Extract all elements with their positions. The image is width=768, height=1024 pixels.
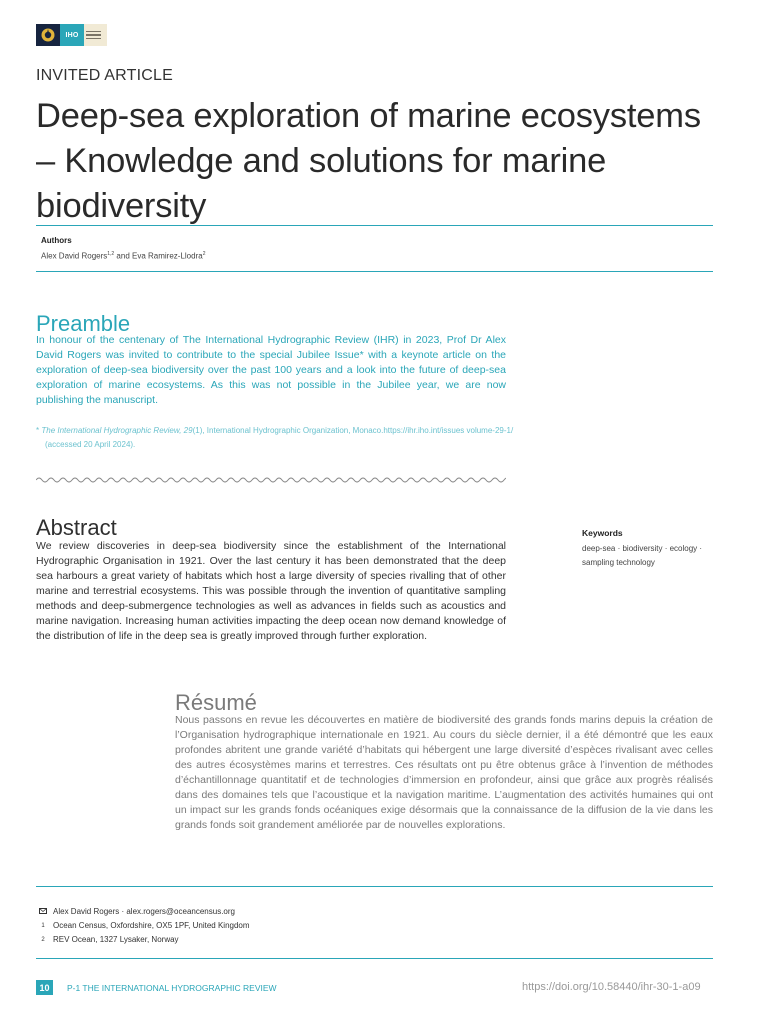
author-name: Alex David Rogers (41, 251, 108, 261)
authors-line (41, 251, 205, 261)
authors-divider (36, 271, 713, 272)
correspondence-divider (36, 886, 713, 887)
resume-text: Nous passons en revue les découvertes en matière de biodiversité des grands fonds marins depuis la création de l’Organisation hydrographique internationale en 1921. Au cours du siècle dernier, il a été démontré que les eaux profondes abritent une grande variété d’habitats qui hébergent une large diversité d’espèces rivalisant avec celles des autres écosystèmes marins et terrestres. Ces résultats ont pu être obtenus grâce à l’invention de méthodes d’échantillonnage quantitatif et de technologies d’immersion en profondeur, ainsi que grâce aux progrès réalisés dans des domaines tels que l’acoustique et la navigation maritime. L’augmentation des activités humaines qui ont un impact sur les grands fonds océaniques exige désormais que la connaissance de la diffusion de la vie dans les grands fonds soit grandement améliorée par de nouvelles explorations. (175, 714, 713, 831)
title-divider (36, 225, 713, 226)
logo-wordmark (84, 24, 107, 46)
footnote-journal: The International Hydrographic Review, (41, 426, 182, 435)
author-name: Eva Ramirez-Llodra (132, 251, 203, 261)
doi-link[interactable]: https://doi.org/10.58440/ihr-30-1-a09 (522, 981, 701, 993)
envelope-icon (39, 908, 47, 916)
journal-running-title: P-1 THE INTERNATIONAL HYDROGRAPHIC REVIEW (67, 983, 277, 993)
iho-emblem-icon (36, 24, 60, 46)
affiliation-mark: 1 (41, 922, 45, 929)
affiliation-mark: 2 (41, 936, 45, 943)
affiliation-2 (39, 935, 179, 944)
contact-line: Alex David Rogers · alex.rogers@oceancensus.org (53, 907, 235, 916)
affiliation-text: REV Ocean, 1327 Lysaker, Norway (53, 935, 179, 944)
affiliation-1 (39, 921, 250, 930)
abstract-text: We review discoveries in deep-sea biodiversity since the establishment of the International Hydrographic Organisation in 1921. Over the last century it has been demonstrated that the deep sea harbours a great variety of habitats which host a large diversity of species rivalling that of other marine and terrestrial ecosystems. This was possible through the invention of quantitative sampling methods and deep-submergence technologies as well as advances in fields such as acoustics and marine navigation. Increasing human activities impacting the deep ocean now demand knowledge of the distribution of life in the deep sea is greatly improved through further exploration. (36, 540, 506, 642)
keywords-heading: Keywords (582, 528, 623, 538)
affiliation-text: Ocean Census, Oxfordshire, OX5 1PF, United Kingdom (53, 921, 250, 930)
wavy-divider (36, 474, 506, 486)
article-title: Deep-sea exploration of marine ecosystems – Knowledge and solutions for marine biodiversity (36, 97, 701, 225)
article-kicker: INVITED ARTICLE (36, 67, 173, 84)
footer-divider (36, 958, 713, 959)
author-affiliation: 1,2 (107, 251, 115, 257)
footnote-volume: 29 (183, 426, 193, 435)
footnote-details: (1), International Hydrographic Organization, Monaco.https://ihr.iho.int/issues volume-29-1/ (accessed 20 April 2024). (45, 426, 514, 449)
preamble-heading: Preamble (36, 311, 131, 336)
author-affiliation: 2 (202, 251, 206, 257)
abstract-heading: Abstract (36, 515, 117, 540)
correspondence-contact (39, 907, 235, 916)
keywords-list: deep-sea · biodiversity · ecology · sampling technology (582, 544, 703, 567)
resume-heading: Résumé (175, 690, 257, 715)
iho-abbr: IHO (60, 24, 84, 46)
footnote-mark: * (36, 426, 40, 435)
iho-logo (36, 24, 107, 46)
preamble-text: In honour of the centenary of The International Hydrographic Review (IHR) in 2023, Prof Dr Alex David Rogers was invited to contribute to the special Jubilee Issue* with a keynote article on the exploration of deep-sea biodiversity over the past 100 years and a look into the future of deep-sea exploration of marine ecosystems. As this was not possible in the Jubilee year, we are now publishing the manuscript. (36, 334, 506, 406)
authors-conjunction: and (114, 251, 132, 261)
page-number: 10 (36, 980, 53, 995)
authors-heading: Authors (41, 236, 72, 245)
preamble-footnote (36, 424, 515, 452)
